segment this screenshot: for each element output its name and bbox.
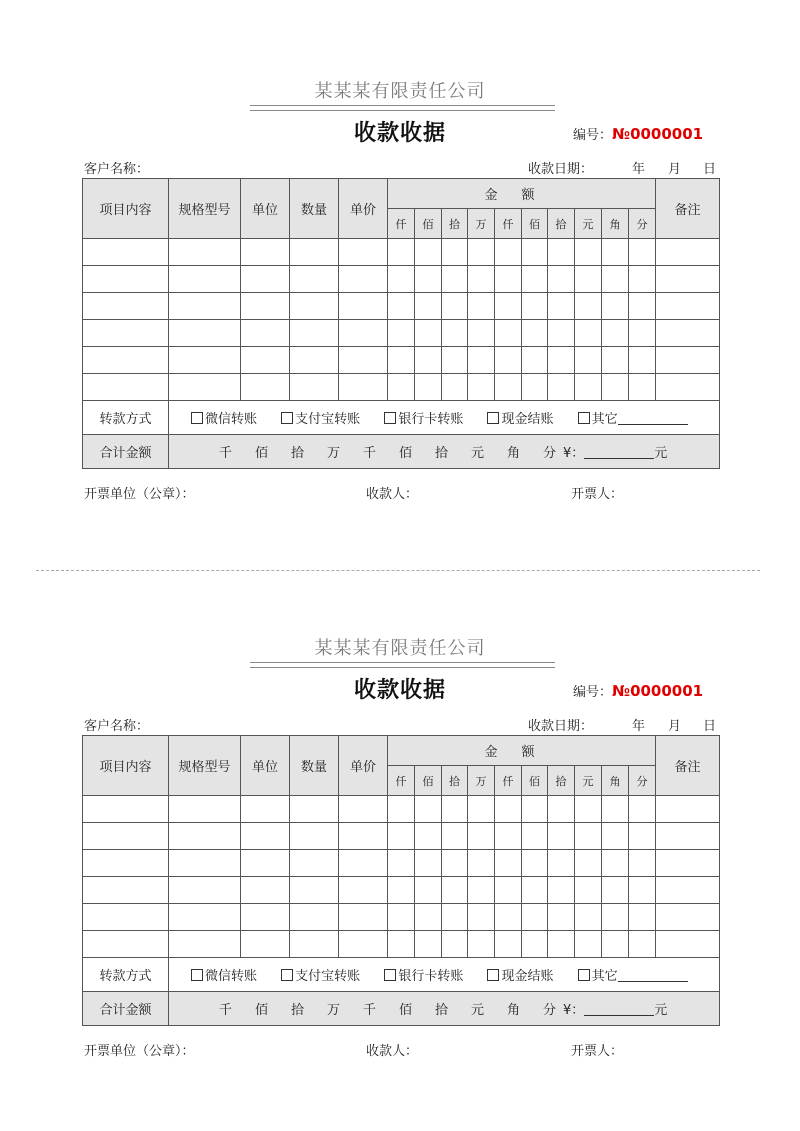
total-amount-label: 合计金额 [83, 435, 169, 469]
header-price: 单价 [339, 736, 388, 796]
checkbox[interactable] [578, 969, 590, 981]
receipt-top [0, 0, 800, 520]
issuer-seal-label: 开票单位（公章）： [84, 487, 195, 502]
total-fill-line[interactable] [584, 1003, 654, 1016]
digit-header: 仟 [388, 766, 415, 796]
option-bank-card[interactable]: 银行卡转账 [384, 412, 463, 427]
payee-label: 收款人： [366, 1044, 419, 1059]
option-other[interactable]: 其它 [578, 412, 688, 427]
table-row[interactable] [83, 320, 720, 347]
header-qty: 数量 [290, 179, 339, 239]
digit-header: 佰 [415, 766, 442, 796]
digit-header: 元 [575, 766, 602, 796]
digit-header: 角 [602, 766, 629, 796]
payment-method-label: 转款方式 [83, 958, 169, 992]
header-qty: 数量 [290, 736, 339, 796]
digit-header: 角 [602, 209, 629, 239]
table-row[interactable] [83, 374, 720, 401]
option-cash[interactable]: 现金结账 [487, 412, 553, 427]
checkbox[interactable] [191, 412, 203, 424]
year-label: 年 [632, 162, 646, 177]
header-spec: 规格型号 [169, 736, 241, 796]
table-row[interactable] [83, 347, 720, 374]
digit-header: 万 [468, 766, 495, 796]
table-row[interactable] [83, 239, 720, 266]
option-wechat[interactable]: 微信转账 [191, 969, 257, 984]
table-row[interactable] [83, 877, 720, 904]
digit-header: 仟 [495, 766, 522, 796]
table-row[interactable] [83, 266, 720, 293]
serial-value: №0000001 [612, 682, 704, 700]
checkbox[interactable] [191, 969, 203, 981]
header-spec: 规格型号 [169, 179, 241, 239]
receipt-title: 收款收据 [353, 121, 446, 146]
month-label: 月 [668, 719, 682, 734]
checkbox[interactable] [578, 412, 590, 424]
digit-header: 分 [629, 209, 656, 239]
checkbox[interactable] [281, 412, 293, 424]
digit-header: 仟 [495, 209, 522, 239]
year-label: 年 [632, 719, 646, 734]
table-row[interactable] [83, 823, 720, 850]
table-row[interactable] [83, 293, 720, 320]
header-unit: 单位 [241, 179, 290, 239]
serial-label: 编号： [573, 685, 613, 700]
checkbox[interactable] [487, 412, 499, 424]
payment-options [169, 401, 720, 435]
title-double-rule [250, 662, 555, 668]
receipt-date-label: 收款日期： [528, 162, 594, 177]
digit-header: 佰 [522, 766, 548, 796]
month-label: 月 [668, 162, 682, 177]
option-bank-card[interactable]: 银行卡转账 [384, 969, 463, 984]
serial-label: 编号： [573, 128, 613, 143]
header-price: 单价 [339, 179, 388, 239]
receipt-date-label: 收款日期： [528, 719, 594, 734]
total-amount-label: 合计金额 [83, 992, 169, 1026]
digit-header: 拾 [442, 209, 468, 239]
drawer-label: 开票人： [571, 487, 624, 502]
digit-header: 仟 [388, 209, 415, 239]
header-unit: 单位 [241, 736, 290, 796]
company-name: 某某某有限责任公司 [314, 81, 486, 102]
digit-header: 拾 [442, 766, 468, 796]
option-alipay[interactable]: 支付宝转账 [281, 969, 360, 984]
drawer-label: 开票人： [571, 1044, 624, 1059]
payee-label: 收款人： [366, 487, 419, 502]
receipt-title: 收款收据 [353, 678, 446, 703]
digit-header: 万 [468, 209, 495, 239]
digit-header: 佰 [522, 209, 548, 239]
header-amount: 金额 [388, 736, 656, 766]
company-name: 某某某有限责任公司 [314, 638, 486, 659]
header-item: 项目内容 [83, 179, 169, 239]
checkbox[interactable] [384, 412, 396, 424]
digit-header: 拾 [548, 209, 575, 239]
customer-name-label: 客户名称： [84, 719, 150, 734]
serial-value: №0000001 [612, 125, 704, 143]
digit-header: 佰 [415, 209, 442, 239]
receipt-table [82, 735, 720, 1026]
option-alipay[interactable]: 支付宝转账 [281, 412, 360, 427]
total-fill-line[interactable] [584, 446, 654, 459]
yuan-label: 元 [654, 1003, 668, 1018]
header-item: 项目内容 [83, 736, 169, 796]
customer-name-label: 客户名称： [84, 162, 150, 177]
option-other[interactable]: 其它 [578, 969, 688, 984]
table-row[interactable] [83, 904, 720, 931]
table-row[interactable] [83, 796, 720, 823]
header-amount: 金额 [388, 179, 656, 209]
receipt-bottom [0, 557, 800, 1077]
header-note: 备注 [656, 179, 720, 239]
issuer-seal-label: 开票单位（公章）： [84, 1044, 195, 1059]
yen-label: ¥： [563, 1003, 585, 1018]
option-cash[interactable]: 现金结账 [487, 969, 553, 984]
table-row[interactable] [83, 931, 720, 958]
header-note: 备注 [656, 736, 720, 796]
day-label: 日 [703, 162, 717, 177]
receipt-table [82, 178, 720, 469]
digit-header: 分 [629, 766, 656, 796]
title-double-rule [250, 105, 555, 111]
other-fill-line[interactable] [618, 969, 688, 982]
serial-number [573, 681, 703, 700]
other-fill-line[interactable] [618, 412, 688, 425]
option-wechat[interactable]: 微信转账 [191, 412, 257, 427]
checkbox[interactable] [281, 969, 293, 981]
yuan-label: 元 [654, 446, 668, 461]
payment-method-label: 转款方式 [83, 401, 169, 435]
digit-header: 拾 [548, 766, 575, 796]
table-row[interactable] [83, 850, 720, 877]
total-amount-units: 千 佰 拾 万 千 佰 拾 元 角 分 ¥： 元 [169, 435, 720, 469]
digit-header: 元 [575, 209, 602, 239]
checkbox[interactable] [487, 969, 499, 981]
yen-label: ¥： [563, 446, 585, 461]
checkbox[interactable] [384, 969, 396, 981]
total-amount-units: 千 佰 拾 万 千 佰 拾 元 角 分 ¥： 元 [169, 992, 720, 1026]
serial-number [573, 124, 703, 143]
payment-options [169, 958, 720, 992]
day-label: 日 [703, 719, 717, 734]
